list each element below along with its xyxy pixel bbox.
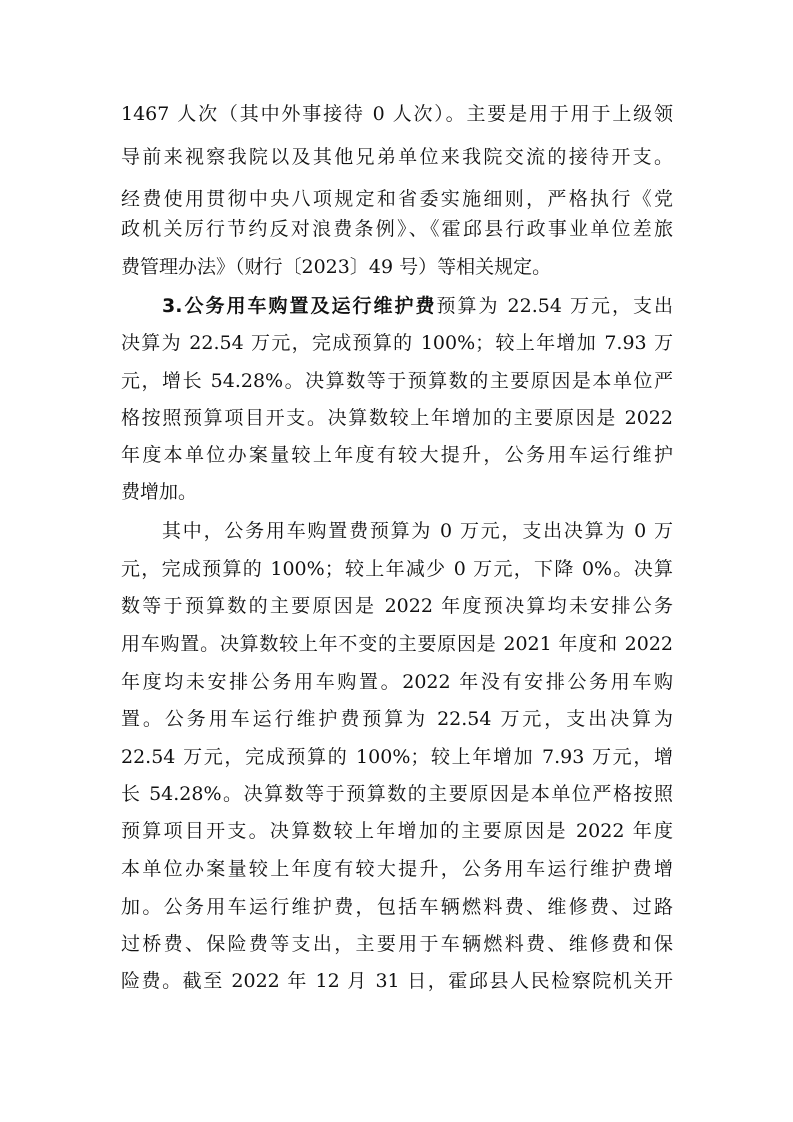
paragraph-2-line-3: 元，增长 54.28%。决算数等于预算数的主要原因是本单位严 (121, 370, 673, 392)
section-heading: 3.公务用车购置及运行维护费 (162, 295, 437, 317)
paragraph-2-line-2: 决算为 22.54 万元，完成预算的 100%；较上年增加 7.93 万 (121, 332, 673, 354)
paragraph-3-line-10: 本单位办案量较上年度有较大提升，公务用车运行维护费增 (121, 858, 673, 880)
paragraph-3-line-8: 长 54.28%。决算数等于预算数的主要原因是本单位严格按照 (121, 783, 673, 805)
paragraph-3-line-5: 年度均未安排公务用车购置。2022 年没有安排公务用车购 (121, 671, 673, 693)
paragraph-3-line-4: 用车购置。决算数较上年不变的主要原因是 2021 年度和 2022 (121, 633, 673, 655)
paragraph-3-line-3: 数等于预算数的主要原因是 2022 年度预决算均未安排公务 (121, 595, 673, 617)
paragraph-1-line-3: 经费使用贯彻中央八项规定和省委实施细则，严格执行《党 (121, 188, 673, 210)
paragraph-3-line-13: 险费。截至 2022 年 12 月 31 日，霍邱县人民检察院机关开 (121, 970, 673, 992)
paragraph-3-line-2: 元，完成预算的 100%；较上年减少 0 万元，下降 0%。决算 (121, 558, 673, 580)
paragraph-2-line-4: 格按照预算项目开支。决算数较上年增加的主要原因是 2022 (121, 407, 673, 429)
paragraph-3-line-12: 过桥费、保险费等支出，主要用于车辆燃料费、维修费和保 (121, 933, 673, 955)
paragraph-1-line-2: 导前来视察我院以及其他兄弟单位来我院交流的接待开支。 (121, 146, 673, 168)
paragraph-2-line-6: 费增加。 (121, 481, 198, 503)
paragraph-3-line-9: 预算项目开支。决算数较上年增加的主要原因是 2022 年度 (121, 820, 673, 842)
paragraph-3-line-11: 加。公务用车运行维护费，包括车辆燃料费、维修费、过路 (121, 896, 673, 918)
paragraph-3-line-6: 置。公务用车运行维护费预算为 22.54 万元，支出决算为 (121, 708, 673, 730)
paragraph-1-line-5: 费管理办法》（财行〔2023〕49 号）等相关规定。 (121, 256, 552, 278)
paragraph-2-line-5: 年度本单位办案量较上年度有较大提升，公务用车运行维护 (121, 444, 673, 466)
paragraph-1-line-4: 政机关厉行节约反对浪费条例》、《霍邱县行政事业单位差旅 (121, 218, 673, 240)
paragraph-2-line-1 (162, 291, 673, 321)
paragraph-3-line-1: 其中，公务用车购置费预算为 0 万元，支出决算为 0 万 (162, 520, 673, 542)
section-heading-rest: 预算为 22.54 万元，支出 (436, 295, 673, 317)
paragraph-3-line-7: 22.54 万元，完成预算的 100%；较上年增加 7.93 万元，增 (121, 746, 673, 768)
paragraph-1-line-1: 1467 人次（其中外事接待 0 人次）。主要是用于用于上级领 (121, 103, 673, 125)
